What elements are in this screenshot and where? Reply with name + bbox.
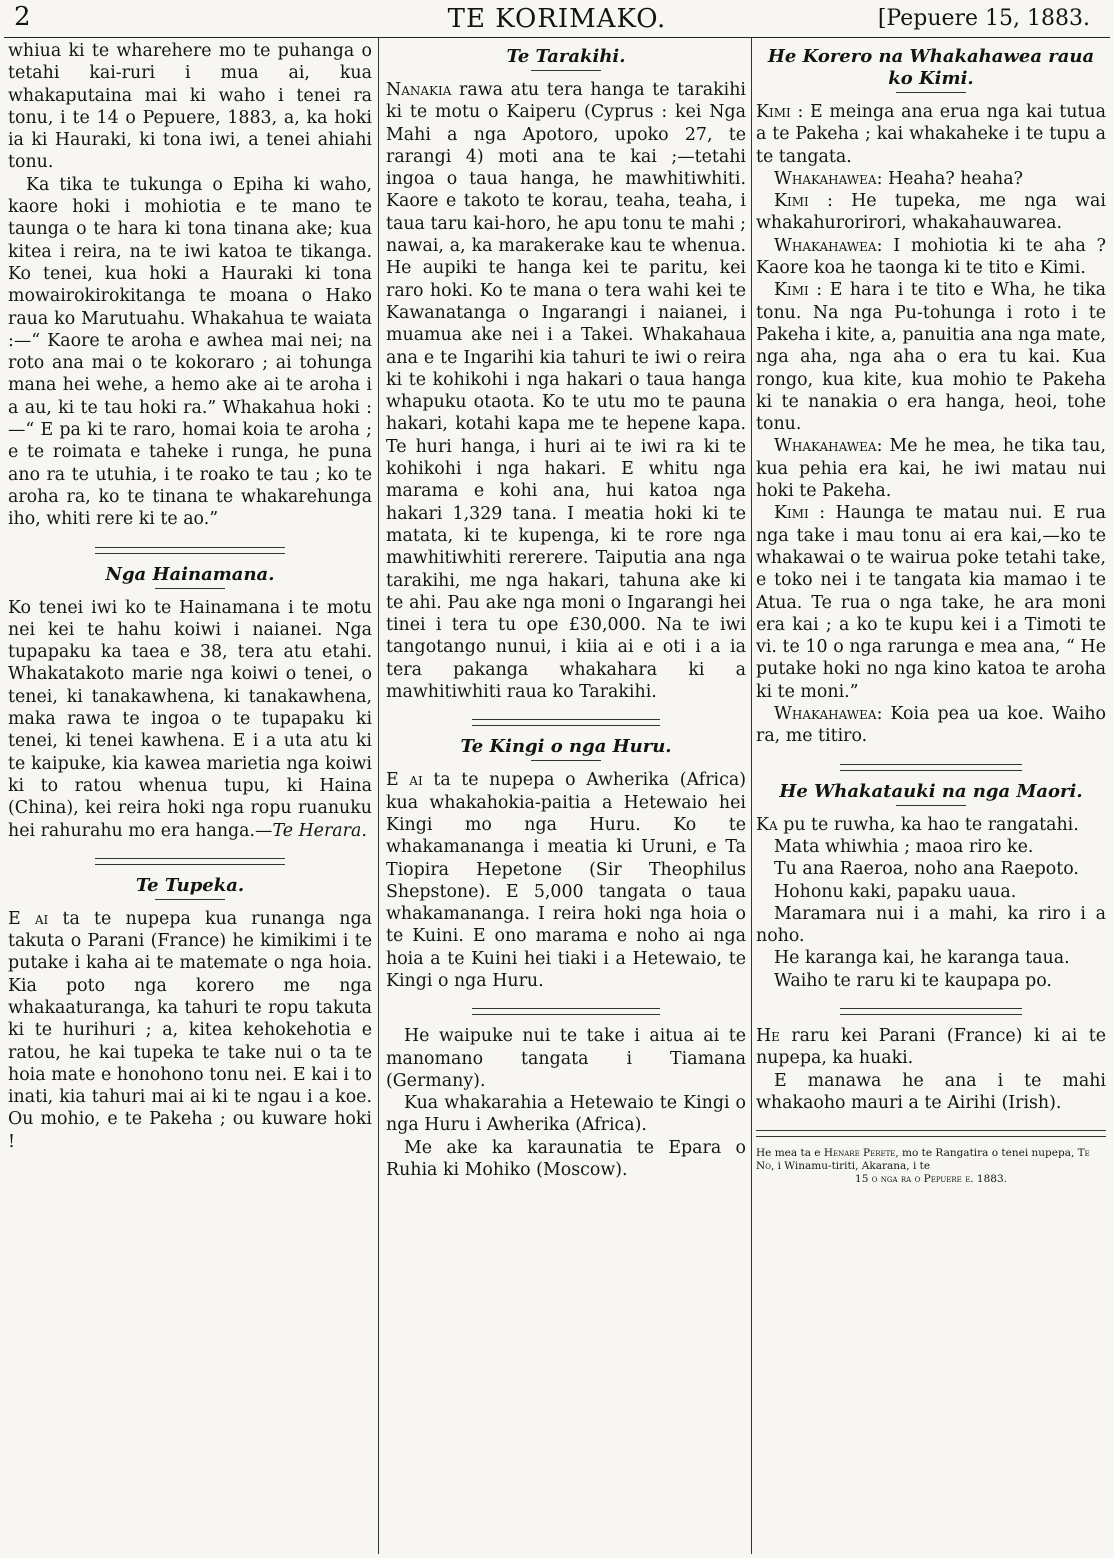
- lead-words: Ka: [756, 814, 778, 835]
- column-three: [756, 40, 1106, 1552]
- lead-words: Nanakia: [386, 80, 452, 100]
- paragraph-text: rawa atu tera hanga te tarakihi ki te motu o Kaiperu (Cyprus : kei Nga Mahi a nga Apotoro, upoko 27, te rarangi 4) moti ana te kai ;—tetahi ingoa o taua hanga, he mawhitiwhiti. Kaore e takoto te korau, teaha, teaha, i taua taru kai-horo, he apu tonu te mahi ; nawai, a, ka marakerake kau te whenua. He aupiki te hanga kei te paritu, kei raro hoki. Ko te mana o tera wahi kei te Kawanatanga o Ingarangi i naianei, i muamua ake nei i a Takei. Whakahaua ana e te Ingarihi kia tahuri te iwi o reira ki te kohikohi i nga hakari o taua hanga whapuku otaota. Ko te utu mo te pauna hakari, kotahi kapa me te hepene kapa. Te huri hanga, i huri ai te iwi ra ki te kohikohi i nga hakari. E whitu nga marama e kohi ana, hui katoa nga hakari 1,329 tana. I meatia hoki ki te matata, ki te kupenga, ki te rore nga mawhitiwhiti rererere. Taiputia ana nga tarakihi, me nga hakari, tahuna ake ki te ahi. Pau ake nga moni o Ingarangi hei tinei i tera tu ope £30,000. Na te iwi tangotango nunui, i kiia ai e oti i a ia tera pakanga whakahara ki a mawhitiwhiti raua ko Tarakihi.: [386, 80, 746, 703]
- dialogue-text: : Haunga te matau nui. E rua nga take i mau tonu ai era kai,—ko te whakawai o te wairua poke tetahi take, e toko nei i te tangata kia mamao i te Atua. Te rua o nga take, he ara moni era kai ; a ko te kupu kei i a Timoti te vi. te 10 o nga rarunga e mea ana, “ He putake hoki no nga kino katoa te aroha ki te moni.”: [756, 503, 1106, 702]
- header-rule: [4, 37, 1110, 38]
- section-divider: [95, 547, 284, 554]
- column-one: [8, 40, 372, 1552]
- imprint-text: , mo te Rangatira o tenei nupepa,: [895, 1147, 1078, 1160]
- speaker-name: Whakahawea: [774, 168, 877, 189]
- issue-date: [Pepuere 15, 1883.: [877, 6, 1090, 31]
- paragraph-text: Ko tenei iwi ko te Hainamana i te motu nei kei te hahu koiwi i naianei. Nga tupapaku ka taea e 38, tera atu etahi. Whakatakoto marie nga koiwi o tenei, o tenei, ki tanakawhena, ki tanakawhena, maka rawa te ingoa o te tupapaku ki tenei, ki tenei kawhena. E i a uta atu ki te kaipuke, kia kawea marietia nga koiwi ki to ratou whenua tupu, ki Haina (China), kei reira hoki nga ropu ruanuku hei rahurahu mo era hanga.—: [8, 597, 372, 841]
- speaker-name: Whakahawea: [774, 436, 877, 457]
- news-brief: [756, 1025, 1106, 1070]
- section-divider: [472, 1008, 659, 1015]
- speaker-name: Kimi: [756, 102, 791, 122]
- proverb: He karanga kai, he karanga taua.: [774, 948, 1070, 969]
- section-divider: [840, 764, 1022, 771]
- paragraph-text: raru kei Parani (France) ki ai te nupepa, ka huaki.: [756, 1025, 1106, 1069]
- printer-name: Henare Perete: [823, 1147, 896, 1160]
- dialogue-line: [756, 235, 1106, 280]
- column-divider: [378, 38, 379, 1554]
- section-heading: Te Tarakihi.: [506, 46, 626, 67]
- dialogue-line: [756, 502, 1106, 703]
- dialogue-text: : E meinga ana erua nga kai tutua a te Pakeha ; kai whakaheke i te tupu a te tangata.: [756, 102, 1106, 167]
- proverb: [756, 814, 1106, 836]
- imprint-date: 15 o nga ra o Pepuere e. 1883.: [855, 1173, 1007, 1186]
- page-number: 2: [14, 2, 31, 32]
- dialogue-text: : He tupeka, me nga wai whakahurorirori, whakahauwarea.: [756, 191, 1106, 234]
- lead-words: E ai: [8, 908, 49, 929]
- news-brief: Me ake ka karaunatia te Epara o Ruhia ki Mohiko (Moscow).: [386, 1137, 746, 1181]
- proverb: Hohonu kaki, papaku uaua.: [774, 881, 1017, 902]
- news-brief: E manawa he ana i te mahi whakaoho mauri a te Airihi (Irish).: [756, 1070, 1106, 1113]
- imprint: [756, 1147, 1106, 1186]
- lead-words: He: [756, 1025, 780, 1046]
- section-divider: [840, 1008, 1022, 1015]
- speaker-name: Whakahawea: [774, 704, 877, 725]
- news-brief: Kua whakarahia a Hetewaio te Kingi o nga Huru i Awherika (Africa).: [386, 1093, 746, 1136]
- dialogue-text: : Koia pea ua koe. Waiho ra, me titiro.: [756, 704, 1106, 747]
- proverb: Tu ana Raeroa, noho ana Raepoto.: [774, 859, 1079, 880]
- dialogue-text: : Me he mea, he tika tau, kua pehia era kai, he iwi matau nui hoki te Pakeha.: [756, 436, 1106, 502]
- proverb: Maramara nui i a mahi, ka riro i a noho.: [756, 903, 1106, 947]
- heading-rule: [896, 805, 966, 806]
- speaker-name: Kimi: [774, 503, 809, 524]
- dialogue-line: [756, 168, 1106, 190]
- article-paragraph: whiua ki te wharehere mo te puhanga o tetahi kai-ruri i mua ai, kua whakaputaina mai ki waho i tenei ra tonu, i te 14 o Pepuere, 1883, a, ka hoki ia ki Hauraki, ki tona iwi, a tenei ahiahi tonu.: [8, 41, 372, 173]
- article-paragraph: [386, 79, 746, 703]
- paper-name: Te No: [756, 1147, 1090, 1173]
- column-divider: [751, 38, 752, 1554]
- paragraph-text: ta te nupepa o Awherika (Africa) kua whakahokia-paitia a Hetewaio hei Kingi mo nga Huru. Ko te whakamananga i meatia ki Uruni, e Ta Tiopira Hepetone (Sir Theophilus Shepstone). E 5,000 tangata o taua whakamananga. I reira hoki nga hoia o te Kuini. E ono marama e noho ai nga hoia a te Kuini hei tiaki i a Hetewaio, te Kingi o nga Huru.: [386, 770, 746, 991]
- section-heading: He Korero na Whakahawea raua ko Kimi.: [767, 46, 1095, 89]
- section-heading: Te Tupeka.: [135, 874, 245, 896]
- column-two: [386, 40, 746, 1552]
- heading-rule: [155, 588, 225, 589]
- masthead-title: TE KORIMAKO.: [447, 4, 667, 34]
- section-heading: Te Kingi o nga Huru.: [460, 736, 672, 758]
- dialogue-line: [756, 190, 1106, 235]
- speaker-name: Kimi: [774, 280, 809, 301]
- paragraph-text: ta te nupepa kua runanga nga takuta o Parani (France) he kimikimi i te putake i kaha ai te matemate o nga hoia. Kia poto nga korero me nga whakaaturanga, ka tahuri te ropu takuta ki te hurihuri ; a, kitea kehokehotia e ratou, he kai tupeka te take nui o ta te hoia mate e honohono tonu nei. E kai i to inati, kia tahuri mai ai ki te ngau i a koe. Ou mohio, e te Pakeha ; ou kuware hoki !: [8, 908, 372, 1152]
- proverb: Waiho te raru ki te kaupapa po.: [774, 970, 1052, 991]
- proverb: Mata whiwhia ; maoa riro ke.: [774, 836, 1034, 857]
- dialogue-line: [756, 435, 1106, 502]
- dialogue-line: [756, 101, 1106, 168]
- dialogue-text: : I mohiotia ki te aha ? Kaore koa he taonga ki te tito e Kimi.: [756, 235, 1106, 279]
- page-header: [0, 2, 1114, 36]
- section-heading: He Whakatauki na nga Maori.: [779, 780, 1083, 802]
- dialogue-text: : E hara i te tito e Wha, he tika tonu. Na nga Pu-tohunga i roto i te Pakeha i kite, a, panuitia ana nga mate, nga aha, nga aha o era tu kai. Kua rongo, kua kite, kua mohio te Pakeha ki te nanakia o era hanga, heoi, tohe tonu.: [756, 280, 1106, 435]
- dialogue-line: [756, 703, 1106, 748]
- dialogue-text: : Heaha? heaha?: [876, 168, 1023, 189]
- article-paragraph: [8, 908, 372, 1153]
- heading-rule: [531, 760, 601, 761]
- dialogue-line: [756, 279, 1106, 435]
- section-divider: [472, 719, 659, 726]
- imprint-text: , i Winamu-tiriti, Akarana, i te: [770, 1160, 931, 1173]
- heading-rule: [155, 899, 225, 900]
- imprint-text: He mea ta e: [756, 1147, 824, 1160]
- heading-rule: [531, 70, 601, 71]
- article-paragraph: [386, 769, 746, 992]
- article-paragraph: [8, 597, 372, 842]
- section-divider: [95, 858, 284, 865]
- article-paragraph: Ka tika te tukunga o Epiha ki waho, kaore hoki i mohiotia e te mano te taunga o te hara ki tona tinana ake; kua kitea i reira, na te iwi katoa te tikanga. Ko tenei, kua hoki a Hauraki ki tona mowairokirokitanga te moana o Hako raua ko Marutuahu. Whakahua te waiata :—“ Kaore te aroha e awhea mai nei; na roto ana mai o te kokoraro ; ai tohunga mana hei wehe, a hemo ake ai te aroha i a au, ki te tau hoki ra.” Whakahua hoki :—“ E pa ki te raro, homai koia te aroha ; e te roimata e taheke i runga, he puna ano ra te utuhia, i te roako te tau ; ko te aroha ra, ko te tinana te whakarehunga iho, whiti rere ki te ao.”: [8, 174, 372, 530]
- news-brief: He waipuke nui te take i aitua ai te manomano tangata i Tiamana (Germany).: [386, 1026, 746, 1091]
- speaker-name: Kimi: [774, 191, 809, 212]
- source-credit: Te Herara.: [272, 820, 367, 841]
- heading-rule: [896, 92, 966, 93]
- footer-divider: [756, 1130, 1106, 1137]
- proverb-text: pu te ruwha, ka hao te rangatahi.: [777, 814, 1079, 835]
- lead-words: E ai: [386, 770, 423, 791]
- section-heading: Nga Hainamana.: [105, 563, 275, 585]
- speaker-name: Whakahawea: [774, 235, 877, 256]
